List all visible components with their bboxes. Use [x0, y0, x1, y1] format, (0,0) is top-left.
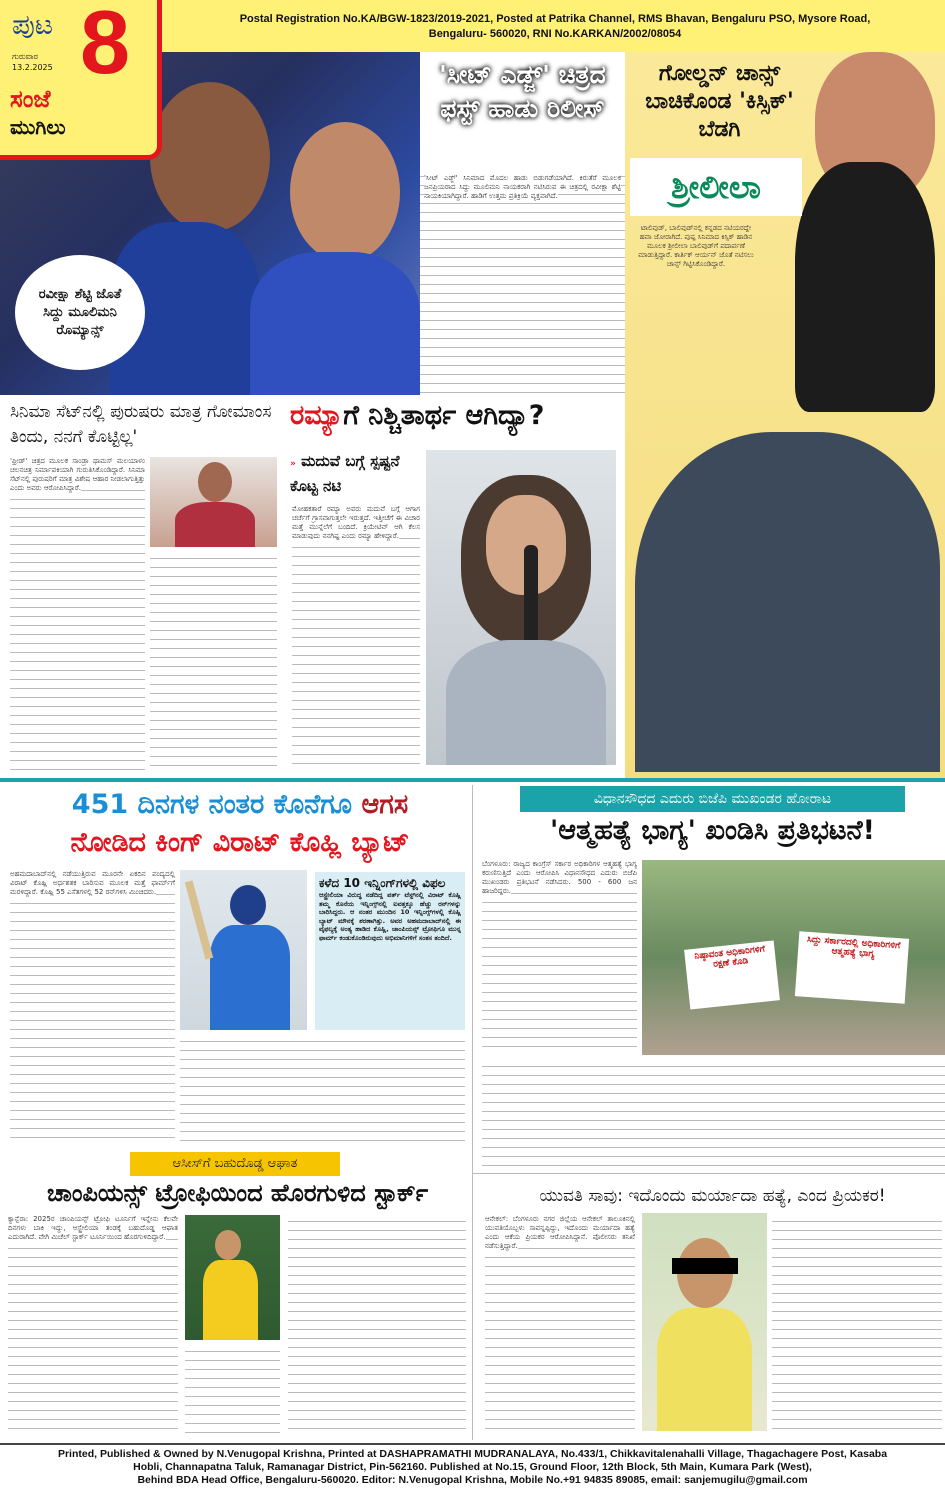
seat-edge-headline: 'ಸೀಟ್ ಎಡ್ಜ್' ಚಿತ್ರದ ಫಸ್ಟ್ ಹಾಡು ರಿಲೀಸ್: [439, 60, 606, 123]
kohli-body: ಅಹಮದಾಬಾದ್‌ನಲ್ಲಿ ನಡೆಯುತ್ತಿರುವ ಮೂರನೇ ಏಕದಿನ ಪಂದ್ಯದಲ್ಲಿ ವಿರಾಟ್ ಕೊಹ್ಲಿ ಅರ್ಧಶತಕ ಬಾರಿಸುವ ಮೂಲಕ ಮತ್ತೆ ಫಾರ್ಮ್‌ಗೆ ಮರಳಿದ್ದಾರೆ. ಕೊಹ್ಲಿ 55 ಎಸೆತಗಳಲ್ಲಿ 52 ರನ್‌ಗಳಿಸಿ ಮಿಂಚಿದರು.: [10, 870, 175, 1145]
starc-tag: ಆಸೀಸ್‌ಗೆ ಬಹುದೊಡ್ಡ ಆಘಾತ: [130, 1152, 340, 1176]
honour-top-divider: [473, 1173, 945, 1174]
postal-registration: [165, 12, 945, 42]
footer-line-2: Hobli, Channapatna Taluk, Ramanagar District, Pin-562160. Published at No.15, Ground Floor, 12th Block, 5th Main, Kumara Park (West),: [133, 1461, 812, 1473]
honour-body-cont: [772, 1215, 942, 1437]
sreeleela-body: ಟಾಲಿವುಡ್, ಬಾಲಿವುಡ್‌ನಲ್ಲಿ ಕನ್ನಡದ ನಟಿಯರದ್ದೇ ಹವಾ ಜೋರಾಗಿದೆ. ಪುಷ್ಪ ಸಿನಿಮಾದ ಕಿಸ್ಸಿಕ್ ಹಾಡಿನ ಮೂಲಕ ಶ್ರೀಲೀಲಾ ಬಾಲಿವುಡ್‌ಗೆ ಪದಾರ್ಪಣೆ ಮಾಡುತ್ತಿದ್ದಾರೆ. ಕಾರ್ತಿಕ್ ಆರ್ಯನ್ ಜೊತೆ ನಟಿಸಲು ಚಾನ್ಸ್ ಗಿಟ್ಟಿಸಿಕೊಂಡಿದ್ದಾರೆ.: [638, 224, 754, 268]
postal-line-2: Bengaluru- 560020, RNI No.KARKAN/2002/08054: [428, 28, 682, 40]
ramya-photo: [426, 450, 616, 765]
page-word: ಪುಟ: [12, 8, 54, 41]
ramya-body: ಮೋಹಕತಾರೆ ರಮ್ಯಾ ಅವರು ಮದುವೆ ಬಗ್ಗೆ ಆಗಾಗ ಚರ್ಚೆಗೆ ಗ್ರಾಸವಾಗುತ್ತಲೇ ಇರುತ್ತದೆ. ಇತ್ತೀಚೆಗೆ ಈ ವಿಚಾರ ಮತ್ತೆ ಮುನ್ನೆಲೆಗೆ ಬಂದಿದೆ. ಕ್ರಿಯೇಟಿವ್ ಆಗಿ ಕೆಲಸ ಮಾಡುವುದು ನನಗಿಷ್ಟ ಎಂದು ರಮ್ಯಾ ಹೇಳಿದ್ದಾರೆ.: [292, 505, 420, 770]
cinema-set-headline: ಸಿನಿಮಾ ಸೆಟ್‌ನಲ್ಲಿ ಪುರುಷರು ಮಾತ್ರ ಗೋಮಾಂಸ ತಿಂದು, ನನಗೆ ಕೊಟ್ಟಿಲ್ಲ': [10, 402, 272, 447]
kohli-infobox: [315, 872, 465, 1030]
ramya-headline: [290, 400, 625, 431]
day: ಗುರುವಾರ: [12, 52, 38, 61]
section-divider: [0, 778, 945, 782]
postal-line-1: Postal Registration No.KA/BGW-1823/2019-2021, Posted at Patrika Channel, RMS Bhavan, Bengaluru PSO, Mysore Road,: [239, 13, 871, 25]
honour-photo: [642, 1213, 767, 1431]
sandra-photo: [150, 457, 277, 547]
caption-text: ರವೀಕ್ಷಾ ಶೆಟ್ಟಿ ಜೊತೆ ಸಿದ್ದು ಮೂಲಿಮನಿ ರೊಮ್ಯಾನ್ಸ್: [38, 286, 122, 338]
ramya-name: ರಮ್ಯಾ: [290, 400, 344, 431]
cinema-set-body: 'ಫ್ರೀಡ್' ಚಿತ್ರದ ಮೂಲಕ ಸಾಂಡ್ರಾ ಥಾಮಸ್ ಮಲಯಾಳಂ ಚಲನಚಿತ್ರ ನಿರ್ಮಾಪಕಿಯಾಗಿ ಗುರುತಿಸಿಕೊಂಡಿದ್ದಾರೆ. ಸಿನಿಮಾ ಸೆಟ್‌ನಲ್ಲಿ ಪುರುಷರಿಗೆ ಮಾತ್ರ ವಿಶೇಷ ಆಹಾರ ನೀಡಲಾಗುತ್ತಿತ್ತು ಎಂದು ಅವರು ಆರೋಪಿಸಿದ್ದಾರೆ.: [10, 457, 145, 772]
infobox-title: ಕಳೆದ 10 ಇನ್ನಿಂಗ್‌ಗಳಲ್ಲಿ ವಿಫಲ: [319, 876, 446, 890]
cinema-set-body-cont: [150, 552, 277, 772]
honour-headline: ಯುವತಿ ಸಾವು: ಇದೊಂದು ಮರ್ಯಾದಾ ಹತ್ಯೆ, ಎಂದ ಪ್ರಿಯಕರ!: [539, 1186, 886, 1206]
protest-body: ಬೆಂಗಳೂರು: ರಾಜ್ಯದ ಕಾಂಗ್ರೆಸ್ ಸರ್ಕಾರ ಅಧಿಕಾರಿಗಳ ಆತ್ಮಹತ್ಯೆ ಭಾಗ್ಯ ಕರುಣಿಸುತ್ತಿದೆ ಎಂದು ಆರೋಪಿಸಿ ವಿಧಾನಸೌಧದ ಎದುರು ಬಿಜೆಪಿ ಮುಖಂಡರು ಪ್ರತಿಭಟನೆ ನಡೆಸಿದರು. 500 - 600 ಜನ ಹಾಜರಿದ್ದರು.: [482, 860, 637, 1055]
protest-body-cont: [482, 1060, 945, 1170]
footer-imprint: [0, 1448, 945, 1487]
footer-line-3: Behind BDA Head Office, Bengaluru-560020. Editor: N.Venugopal Krishna, Mobile No.+91 94835 89085, email: sanjemugilu@gmail.com: [137, 1474, 808, 1486]
title-sanje: ಸಂಜೆ: [10, 85, 51, 113]
date: 13.2.2025: [12, 63, 53, 72]
vertical-divider: [472, 785, 473, 1440]
page-number: 8: [80, 0, 131, 93]
face-blur-bar: [672, 1258, 738, 1274]
kohli-headline: 451 ದಿನಗಳ ನಂತರ ಕೊನೆಗೂ ಆಗಸ ನೋಡಿದ ಕಿಂಗ್ ವಿರಾಟ್ ಕೊಹ್ಲಿ ಬ್ಯಾಟ್: [70, 789, 410, 858]
footer-line-1: Printed, Published & Owned by N.Venugopal Krishna, Printed at DASHAPRAMATHI MUDRANALAYA, No.433/1, Chikkavitalenahalli Village, Thagachagere Post, Kasaba: [57, 1448, 888, 1460]
starc-photo: [185, 1215, 280, 1340]
starc-body-cont-2: [288, 1215, 466, 1437]
protest-sign-2: ಸಿದ್ದು ಸರ್ಕಾರದಲ್ಲಿ ಅಧಿಕಾರಿಗಳಿಗೆ ಆತ್ಮಹತ್ಯೆ ಭಾಗ್ಯ: [795, 931, 909, 1004]
footer-rule: [0, 1443, 945, 1445]
seat-edge-body: 'ಸೀಟ್ ಎಡ್ಜ್' ಸಿನಿಮಾದ ಮೊದಲ ಹಾಡು ಬಿಡುಗಡೆಯಾಗಿದೆ. ಕಿರುತೆರೆ ಮೂಲಕ ಜನಪ್ರಿಯರಾದ ಸಿದ್ದು ಮೂಲಿಮನಿ ನಾಯಕರಾಗಿ ನಟಿಸಿರುವ ಈ ಚಿತ್ರದಲ್ಲಿ ರವೀಕ್ಷಾ ಶೆಟ್ಟಿ ನಾಯಕಿಯಾಗಿದ್ದಾರೆ. ಹಾಡಿಗೆ ಉತ್ತಮ ಪ್ರತಿಕ್ರಿಯೆ ವ್ಯಕ್ತವಾಗಿದೆ.: [420, 170, 625, 395]
title-mugilu: ಮುಗಿಲು: [10, 115, 66, 139]
protest-banner: ವಿಧಾನಸೌಧದ ಎದುರು ಬಿಜೆಪಿ ಮುಖಂಡರ ಹೋರಾಟ: [520, 786, 905, 812]
photo-caption-circle: [15, 255, 145, 370]
masthead: [0, 0, 162, 160]
starc-headline: ಚಾಂಪಿಯನ್ಸ್ ಟ್ರೋಫಿಯಿಂದ ಹೊರಗುಳಿದ ಸ್ಟಾರ್ಕ್: [46, 1179, 429, 1207]
starc-body: ಕ್ಯಾನ್ಬೆರಾ: 2025ರ ಚಾಂಪಿಯನ್ಸ್ ಟ್ರೋಫಿ ಟೂರ್ನಿಗೆ ಇನ್ನೇನು ಕೆಲವೇ ದಿನಗಳು ಬಾಕಿ ಇದ್ದು, ಆಸ್ಟ್ರೇಲಿಯಾ ತಂಡಕ್ಕೆ ಬಹುದೊಡ್ಡ ಆಘಾತ ಎದುರಾಗಿದೆ. ವೇಗಿ ಮಿಚೆಲ್ ಸ್ಟಾರ್ಕ್ ಟೂರ್ನಿಯಿಂದ ಹೊರಗುಳಿದಿದ್ದಾರೆ.: [8, 1215, 178, 1437]
starc-body-cont: [185, 1345, 280, 1437]
protest-photo: [642, 860, 945, 1055]
sreeleela-headline: ಗೋಲ್ಡನ್ ಚಾನ್ಸ್ ಬಾಚಿಕೊಂಡ 'ಕಿಸ್ಸಿಕ್' ಬೆಡಗಿ: [645, 61, 794, 142]
ramya-headline-rest: ಗೆ ನಿಶ್ಚಿತಾರ್ಥ ಆಗಿದ್ಯಾ?: [343, 400, 545, 431]
protest-headline: 'ಆತ್ಮಹತ್ಯೆ ಭಾಗ್ಯ' ಖಂಡಿಸಿ ಪ್ರತಿಭಟನೆ!: [550, 815, 875, 846]
kohli-body-cont: [180, 1035, 465, 1145]
kohli-photo: [180, 870, 307, 1030]
ramya-subhead: » ಮದುವೆ ಬಗ್ಗೆ ಸ್ಪಷ್ಟನೆ ಕೊಟ್ಟ ನಟಿ: [290, 452, 400, 495]
infobox-body: ಆಸ್ಟ್ರೇಲಿಯಾ ವಿರುದ್ಧ ನಡೆದಿದ್ದ ಪರ್ತ್ ಟೆಸ್ಟ್‌ನಲ್ಲಿ ವಿರಾಟ್ ಕೊಹ್ಲಿ ತಮ್ಮ ಕೊನೆಯ ಇನ್ನಿಂಗ್ಸ್‌ನಲ್ಲಿ ಐವತ್ತಕ್ಕೂ ಹೆಚ್ಚು ರನ್‌ಗಳನ್ನು ಬಾರಿಸಿದ್ದರು. ಆ ನಂತರ ಮುಂದಿನ 10 ಇನ್ನಿಂಗ್ಸ್‌ಗಳಲ್ಲಿ ಕೊಹ್ಲಿ ಬ್ಯಾಟ್ ಮೌನಕ್ಕೆ ಶರಣಾಗಿತ್ತು. ಅವರ ಅಹಮದಾಬಾದ್‌ನಲ್ಲಿ ಈ ವೈಫಲ್ಯಕ್ಕೆ ಅಂತ್ಯ ಹಾಡಿದ ಕೊಹ್ಲಿ, ಚಾಂಪಿಯನ್ಸ್ ಟ್ರೋಫಿಗೂ ಮುನ್ನ ಫಾರ್ಮ್ ಕಂಡುಕೊಂಡಿರುವುದು ಅಭಿಮಾನಿಗಳಿಗೆ ಸಂತಸ ತಂದಿದೆ.: [319, 891, 461, 942]
protest-sign-1: ನಿಷ್ಠಾವಂತ ಅಧಿಕಾರಿಗಳಿಗೆ ರಕ್ಷಣೆ ಕೊಡಿ: [684, 940, 780, 1009]
sreeleela-name: ಶ್ರೀಲೀಲಾ: [630, 158, 802, 216]
honour-body: ಆನೇಕಲ್: ಬೆಂಗಳೂರು ನಗರ ಜಿಲ್ಲೆಯ ಆನೇಕಲ್ ತಾಲೂಕಿನಲ್ಲಿ ಯುವತಿಯೊಬ್ಬಳು ಸಾವನ್ನಪ್ಪಿದ್ದು, ಇದೊಂದು ಮರ್ಯಾದಾ ಹತ್ಯೆ ಎಂದು ಆಕೆಯ ಪ್ರಿಯಕರ ಆರೋಪಿಸಿದ್ದಾನೆ. ಪೊಲೀಸರು ತನಿಖೆ ನಡೆಸುತ್ತಿದ್ದಾರೆ.: [485, 1215, 635, 1437]
